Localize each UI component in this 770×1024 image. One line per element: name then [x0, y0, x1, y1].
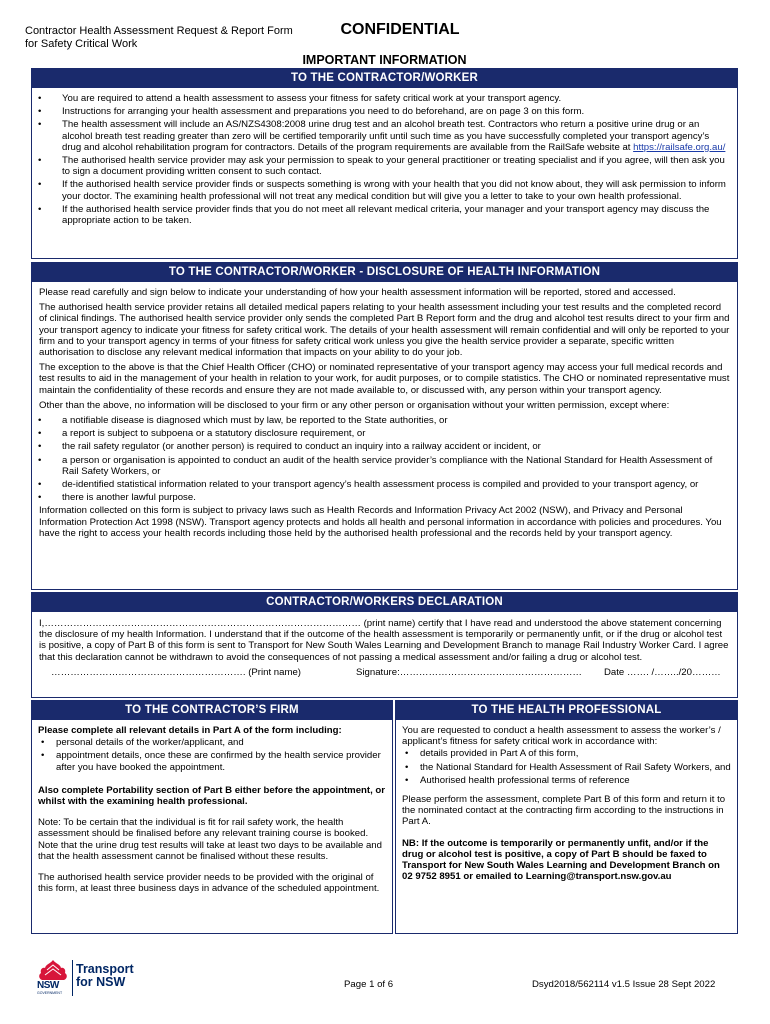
- signature-field[interactable]: Signature:…………………………………………………: [356, 666, 583, 678]
- list-item: • a report is subject to subpoena or a statutory disclosure requirement, or: [32, 428, 731, 439]
- list-item: • You are required to attend a health assessment to assess your fitness for safety critical work at your transport agency.: [32, 93, 729, 104]
- list-item: • If the authorised health service provider finds that you do not meet all relevant medical criteria, your manager and your transport agency may discuss the appropriate action to be taken.: [32, 204, 729, 226]
- list-item: • a person or organisation is appointed to conduct an audit of the health service provider’s compliance with the National Standard for Health Assessment of Rail Safety Workers, or: [32, 455, 731, 477]
- section-title: TO THE CONTRACTOR/WORKER: [32, 69, 737, 88]
- section-title: TO THE HEALTH PROFESSIONAL: [396, 701, 737, 720]
- list-item: • details provided in Part A of this form,: [402, 748, 731, 759]
- professional-intro: You are requested to conduct a health assessment to assess the worker’s / applicant’s fitness for safety critical work in accordance with:: [402, 725, 721, 748]
- provided-text: The authorised health service provider needs to be provided with the original of this form, at least three business days in advance of the scheduled appointment.: [38, 872, 380, 895]
- document-reference: Dsyd2018/562114 v1.5 Issue 28 Sept 2022: [532, 979, 716, 990]
- logo-nsw-text: NSW: [37, 980, 59, 991]
- list-item: • Authorised health professional terms of reference: [402, 775, 731, 786]
- important-information-heading: IMPORTANT INFORMATION: [302, 53, 467, 67]
- list-item: • The health assessment will include an AS/NZS4308:2008 urine drug test and an alcohol breath test. Contractors who return a positive urine drug or an alcohol breath test reading greater than zero will be certified temporarily unfit until such time as you have successfully completed your transport agency’s drug and alcohol rehabilitation program for contractors. Details of the program requirements are available from the RailSafe website at https://railsafe.org.au/: [32, 119, 729, 153]
- list-item: • the National Standard for Health Assessment of Rail Safety Workers, and: [402, 762, 731, 773]
- firm-intro: Please complete all relevant details in Part A of the form including:: [38, 725, 342, 736]
- firm-list: [38, 737, 386, 773]
- print-name-field[interactable]: ……………………………………………………. (Print name): [51, 666, 301, 678]
- perform-text: Please perform the assessment, complete Part B of this form and return it to the nominated contact at the contracting firm according to the instructions in Part A.: [402, 794, 726, 828]
- section-title: TO THE CONTRACTOR/WORKER - DISCLOSURE OF HEALTH INFORMATION: [32, 263, 737, 282]
- section-contractor-worker: [31, 68, 738, 259]
- exception-list: [32, 415, 731, 503]
- logo-divider: [72, 960, 73, 996]
- professional-list: [402, 748, 731, 786]
- section-title: TO THE CONTRACTOR’S FIRM: [32, 701, 392, 720]
- logo-transport-text: Transport for NSW: [76, 962, 134, 989]
- list-item: • Instructions for arranging your health assessment and preparations you need to do beforehand, are on page 3 on this form.: [32, 106, 729, 117]
- list-item: • appointment details, once these are confirmed by the health service provider after you have booked the appointment.: [38, 750, 386, 772]
- privacy-paragraph: Information collected on this form is subject to privacy laws such as Health Records and Information Privacy Act 2002 (NSW), and Privacy and Personal Information Protection Act 1998 (NSW). Transport agency protects and holds all health and personal information in accordance with policies and procedures. You have the right to access your health records including those held by the authorised health professional and the records held by your transport agency.: [39, 505, 722, 539]
- page-number: Page 1 of 6: [344, 979, 394, 990]
- paragraph: The authorised health service provider retains all detailed medical papers relating to your health assessment including your test results and the completed record of clinical findings. The authorised health service provider only sends the completed Part B Report form and the drug and alcohol test results direct to your firm and your transport agency to indicate your fitness for safety critical work. The details of your health assessment will remain confidential and will only be reported to your firm and to your transport agency in terms of your fitness for safety critical work unless you give the health service provider a separate, specific written authorisation to disclose any relevant medical information that impacts on your ability to do your job.: [39, 302, 730, 359]
- confidential-heading: CONFIDENTIAL: [340, 21, 460, 38]
- note-text: Note: To be certain that the individual is fit for rail safety work, the health assessment should be finalised before any relevant training course is booked. Note that the urine drug test results will take at least two days to be available and that the health assessment cannot be finalised without these results.: [38, 817, 382, 862]
- portability-text: Also complete Portability section of Part B either before the appointment, or whilst with the examining health professional.: [38, 784, 386, 808]
- section-contractors-firm: [31, 700, 393, 934]
- date-field[interactable]: Date ……. /……../20………: [604, 666, 721, 678]
- section-title: CONTRACTOR/WORKERS DECLARATION: [32, 593, 737, 612]
- info-list: [32, 93, 729, 226]
- nb-text: NB: If the outcome is temporarily or permanently unfit, and/or if the drug or alcohol test is positive, a copy of Part B should be faxed to Transport for New South Wales Learning and Development Branch on 02 9752 8951 or emailed to Learning@transport.nsw.gov.au: [402, 837, 720, 883]
- list-item: • de-identified statistical information related to your transport agency’s health assessment process is compiled and provided to your transport agency, or: [32, 479, 731, 490]
- list-item: • personal details of the worker/applicant, and: [38, 737, 386, 748]
- section-declaration: [31, 592, 738, 698]
- declaration-text: I,……………………………………………………………………………………… (print name) certify that I have read and understood the above statement concerning the disclosure of my health Information. I understand that if the outcome of the health assessment is temporarily or permanently unfit, or if the drug or alcohol test is positive, a copy of Part B of this form is sent to Transport for New South Wales Learning and Development Branch to manage Rail Industry Worker Card. I agree that this declaration cannot be withdrawn to avoid the consequences of not passing a medical assessment and/or failing a drug or alcohol test.: [39, 618, 729, 663]
- form-title-line2: for Safety Critical Work: [25, 38, 138, 50]
- list-item: • If the authorised health service provider finds or suspects something is wrong with your health that you did not know about, they will ask permission to inform your doctor. The examining health professional will not treat any medical condition but will give you a letter to take to your own health professional.: [32, 179, 729, 201]
- railsafe-link[interactable]: https://railsafe.org.au/: [633, 141, 726, 153]
- list-item: • a notifiable disease is diagnosed which must by law, be reported to the State authorities, or: [32, 415, 731, 426]
- transport-nsw-logo: [36, 958, 134, 1000]
- paragraph: The exception to the above is that the Chief Health Officer (CHO) or nominated representative of your transport agency may access your full medical records and test results to aid in the management of your health in relation to your work, for audit purposes, or to compile statistics. The CHO or nominated representative must maintain the confidentiality of these records and ensure they are not made available to, or discussed with, any person within your transport agency.: [39, 362, 730, 396]
- paragraph: Please read carefully and sign below to indicate your understanding of how your health assessment information will be reported, stored and accessed.: [39, 287, 676, 298]
- list-item: • there is another lawful purpose.: [32, 492, 731, 503]
- list-item: • The authorised health service provider may ask your permission to speak to your general practitioner or treating specialist and if you agree, will then ask you to sign a document providing written consent to such contact.: [32, 155, 729, 177]
- section-health-professional: [395, 700, 738, 934]
- paragraph: Other than the above, no information will be disclosed to your firm or any other person or organisation without your written permission, except where:: [39, 399, 670, 411]
- form-title-line1: Contractor Health Assessment Request & Report Form: [25, 25, 293, 37]
- list-item: • the rail safety regulator (or another person) is required to conduct an inquiry into a railway accident or incident, or: [32, 441, 731, 452]
- section-disclosure: [31, 262, 738, 590]
- logo-government-text: GOVERNMENT: [37, 991, 63, 995]
